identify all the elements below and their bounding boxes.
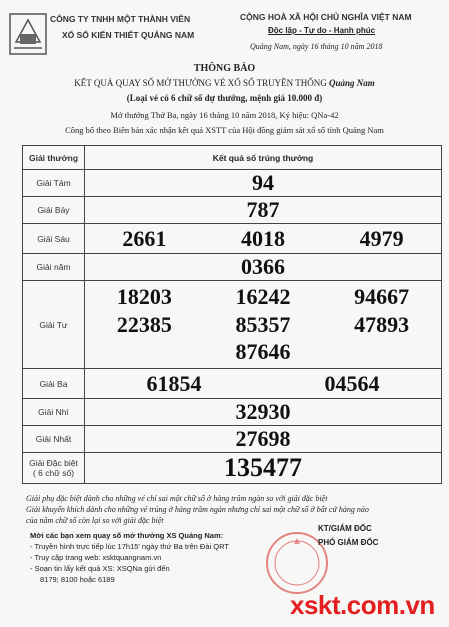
- prize-label: Giải Nhì: [23, 399, 85, 426]
- prize-label: Giải Đặc biệt: [29, 458, 78, 468]
- prize-number: 94667: [354, 283, 410, 309]
- info-line: 8179; 8100 hoặc 6189: [40, 575, 115, 584]
- org-name-line1: CÔNG TY TNHH MỘT THÀNH VIÊN: [50, 14, 191, 24]
- table-header-row: [23, 146, 442, 170]
- prize-row-7: [23, 197, 442, 224]
- prize-row-5: [23, 254, 442, 281]
- notice-heading-text: KẾT QUẢ QUAY SỐ MỞ THƯỞNG VÉ XỔ SỐ TRUYỀN THỐNG: [74, 78, 327, 88]
- prize-number: 61854: [146, 370, 202, 396]
- notice-title: THÔNG BÁO: [193, 63, 256, 74]
- prize-column-header: Giải thưởng: [23, 146, 85, 170]
- result-column-header: Kết quả số trúng thưởng: [85, 146, 442, 170]
- brand-watermark: xskt.com.vn: [290, 590, 435, 620]
- handwritten-province: Quảng Nam: [328, 78, 375, 88]
- confirmation-info: Công bố theo Biên bản xác nhận kết quả XSTT của Hội đồng giám sát xổ số tỉnh Quảng Nam: [65, 125, 384, 135]
- prize-number: 4979: [359, 225, 404, 251]
- results-table: [22, 145, 442, 484]
- prize-number: 85357: [235, 311, 291, 337]
- prize-number: 27698: [235, 426, 291, 451]
- prize-notes: [26, 493, 406, 526]
- info-line: - Truyền hình trực tiếp lúc 17h15' ngày thứ Ba trên Đài QRT: [30, 542, 229, 551]
- national-motto: Độc lập - Tự do - Hạnh phúc: [268, 26, 376, 35]
- prize-number: 2661: [122, 225, 167, 251]
- prize-row-3: [23, 369, 442, 399]
- signature-subtitle: PHÓ GIÁM ĐỐC: [318, 538, 379, 547]
- prize-number: 18203: [116, 283, 172, 309]
- prize-number: 16242: [235, 283, 291, 309]
- prize-row-8: [23, 170, 442, 197]
- prize-label: Giải Ba: [23, 369, 85, 399]
- prize-label: Giải Nhất: [23, 426, 85, 453]
- republic-title: CỘNG HOÀ XÃ HỘI CHỦ NGHĨA VIỆT NAM: [240, 12, 412, 22]
- special-prize-number: 135477: [224, 453, 302, 482]
- note-line: Giải khuyến khích dành cho những vé trúng ở hàng trăm ngàn nhưng chỉ sai một chữ số ở bất cứ hàng nào: [26, 505, 369, 514]
- note-line: Giải phụ đặc biệt dành cho những vé chỉ sai một chữ số ở hàng trăm ngàn so với giải đặc biệt: [26, 494, 328, 503]
- more-info: [30, 530, 250, 585]
- notice-heading: [0, 78, 449, 88]
- prize-number: 0366: [241, 254, 285, 279]
- more-info-heading: Mời các bạn xem quay số mở thưởng XS Quảng Nam:: [30, 531, 224, 540]
- prize-row-2: [23, 399, 442, 426]
- prize-label: Giải Tám: [23, 170, 85, 197]
- prize-label: Giải Bảy: [23, 197, 85, 224]
- prize-number: 47893: [354, 311, 410, 337]
- prize-number: 22385: [116, 311, 172, 337]
- org-name-line2: XỔ SỐ KIẾN THIẾT QUẢNG NAM: [62, 30, 195, 40]
- ticket-type: (Loại vé có 6 chữ số dự thưởng, mệnh giá 10.000 đ): [126, 93, 323, 103]
- prize-label: Giải năm: [23, 254, 85, 281]
- info-line: - Truy cập trang web: xsktquangnam.vn: [30, 553, 162, 562]
- prize-row-special: [23, 453, 442, 484]
- prize-row-6: [23, 224, 442, 254]
- prize-row-4: [23, 281, 442, 369]
- prize-number: 04564: [324, 370, 380, 396]
- company-logo-icon: [8, 12, 48, 56]
- note-line: của năm chữ số còn lại so với giải đặc biệt: [26, 516, 164, 525]
- document-date: Quảng Nam, ngày 16 tháng 10 năm 2018: [250, 42, 383, 51]
- prize-number: 94: [252, 170, 274, 195]
- signature-title: KT/GIÁM ĐỐC: [318, 524, 372, 533]
- prize-number: 32930: [235, 399, 291, 424]
- prize-label-note: ( 6 chữ số): [32, 468, 75, 478]
- prize-row-1: [23, 426, 442, 453]
- prize-number: 4018: [240, 225, 285, 251]
- prize-label: Giải Tư: [23, 281, 85, 369]
- draw-info: Mở thưởng Thứ Ba, ngày 16 tháng 10 năm 2018, Ký hiệu: QNa-42: [110, 110, 339, 120]
- prize-label: Giải Sáu: [23, 224, 85, 254]
- info-line: - Soạn tin lấy kết quả XS: XSQNa gửi đến: [30, 564, 170, 573]
- prize-number: 87646: [235, 338, 291, 364]
- prize-number: 787: [246, 197, 280, 222]
